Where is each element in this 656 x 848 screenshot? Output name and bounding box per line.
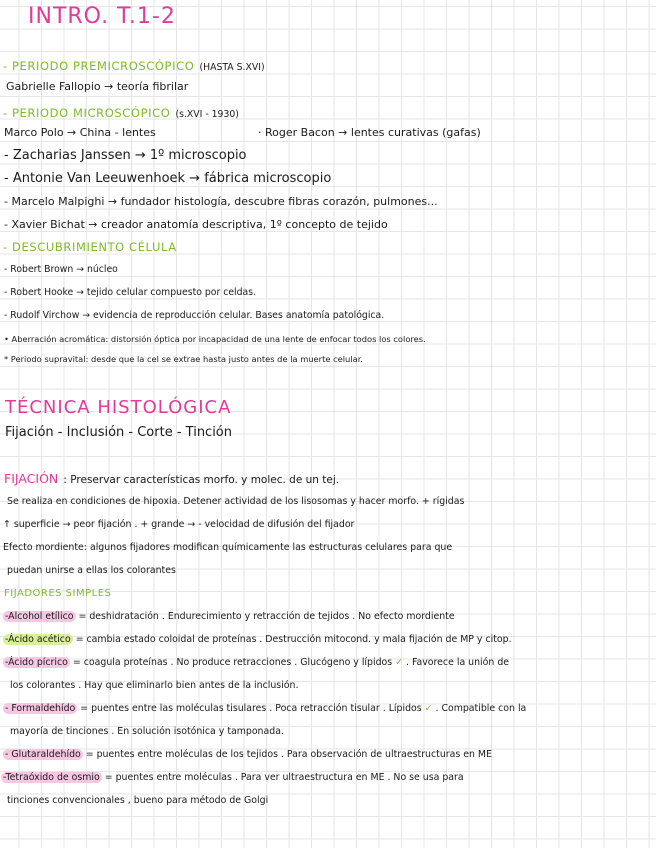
line-bichat: - Xavier Bichat → creador anatomía descriptiva, 1º concepto de tejido	[4, 218, 388, 231]
line-supravital: * Periodo supravital: desde que la cel se extrae hasta justo antes de la muerte celular.	[4, 354, 363, 364]
fijadores-heading: FIJADORES SIMPLES	[4, 588, 112, 599]
fijador-name: -Tetraóxido de osmio	[3, 772, 100, 783]
fijador-name: -Ácido acético	[5, 634, 71, 645]
section-microscopico	[3, 104, 239, 120]
line-roger-bacon: · Roger Bacon → lentes curativas (gafas)	[258, 126, 481, 139]
fijacion-label: FIJACIÓN	[4, 471, 59, 486]
fijador-name: -Ácido pícrico	[5, 657, 68, 668]
line-hooke: - Robert Hooke → tejido celular compuesto por celdas.	[4, 287, 257, 298]
fijador-name: - Glutaraldehído	[5, 749, 81, 760]
fijacion-definition: : Preservar características morfo. y molec. de un tej.	[63, 474, 340, 486]
premicroscopico-range: (HASTA S.XVI)	[199, 62, 265, 73]
fijador-desc: = puentes entre las moléculas tisulares . Poca retracción tisular . Lípidos	[80, 703, 422, 714]
line-virchow: - Rudolf Virchow → evidencia de reproducción celular. Bases anatomía patológica.	[4, 310, 385, 321]
fijador-alcohol	[3, 612, 455, 621]
premicroscopico-heading: - PERIODO PREMICROSCÓPICO	[3, 59, 195, 73]
fijador-desc: = coagula proteínas . No produce retracciones . Glucógeno y lípidos	[72, 657, 393, 668]
fijacion-line-3: Efecto mordiente: algunos fijadores modifican químicamente las estructuras celulares para que	[3, 542, 453, 553]
fijador-formaldehido-cont: mayoría de tinciones . En solución isotónica y tamponada.	[10, 726, 284, 737]
check-icon: ✓	[424, 703, 433, 714]
fijacion-line-1: Se realiza en condiciones de hipoxia. Detener actividad de los lisosomas y hacer morfo. + rígidas	[7, 496, 465, 507]
fijador-picrico	[3, 658, 509, 667]
fijador-glutaraldehido	[3, 750, 492, 759]
page-title: INTRO. T.1-2	[28, 4, 176, 29]
fijador-desc: = deshidratación . Endurecimiento y retracción de tejidos . No efecto mordiente	[78, 611, 455, 622]
fijador-desc: = puentes entre moléculas de los tejidos . Para observación de ultraestructuras en ME	[85, 749, 492, 760]
microscopico-range: (s.XVI - 1930)	[175, 109, 239, 120]
line-leeuwenhoek: - Antonie Van Leeuwenhoek → fábrica microscopio	[4, 171, 332, 186]
fijador-formaldehido	[3, 704, 526, 713]
line-janssen: - Zacharias Janssen → 1º microscopio	[4, 148, 247, 163]
line-malpighi: - Marcelo Malpighi → fundador histología, descubre fibras corazón, pulmones...	[4, 195, 438, 208]
fijador-acetico	[3, 635, 512, 644]
fijador-osmio-cont: tinciones convencionales , bueno para método de Golgi	[7, 795, 269, 806]
line-fallopio: Gabrielle Fallopio → teoría fibrilar	[6, 80, 189, 93]
section-premicroscopico	[3, 57, 265, 73]
fijacion-block	[4, 470, 339, 486]
tecnica-heading: TÉCNICA HISTOLÓGICA	[5, 397, 232, 418]
check-icon: ✓	[395, 657, 404, 668]
line-marco-polo: Marco Polo → China - lentes	[4, 126, 156, 139]
fijador-desc: = puentes entre moléculas . Para ver ultraestructura en ME . No se usa para	[104, 772, 464, 783]
line-brown: - Robert Brown → núcleo	[4, 264, 118, 275]
fijador-desc-cont: . Favorece la unión de	[406, 657, 510, 668]
fijacion-line-2: ↑ superficie → peor fijación . + grande → - velocidad de difusión del fijador	[3, 519, 355, 530]
celula-heading: - DESCUBRIMIENTO CÉLULA	[3, 240, 177, 254]
fijacion-line-4: puedan unirse a ellas los colorantes	[7, 565, 176, 576]
line-aberracion: • Aberración acromática: distorsión óptica por incapacidad de una lente de enfocar todos los colores.	[4, 334, 426, 344]
microscopico-heading: - PERIODO MICROSCÓPICO	[3, 106, 171, 120]
fijador-desc-cont: . Compatible con la	[435, 703, 527, 714]
fijador-picrico-cont: los colorantes . Hay que eliminarlo bien antes de la inclusión.	[10, 680, 299, 691]
fijador-osmio	[1, 773, 464, 782]
fijador-name: - Formaldehído	[5, 703, 76, 714]
fijador-desc: = cambia estado coloidal de proteínas . Destrucción mitocond. y mala fijación de MP y citop.	[75, 634, 512, 645]
tecnica-subtitle: Fijación - Inclusión - Corte - Tinción	[5, 425, 233, 440]
fijador-name: -Alcohol etílico	[5, 611, 74, 622]
